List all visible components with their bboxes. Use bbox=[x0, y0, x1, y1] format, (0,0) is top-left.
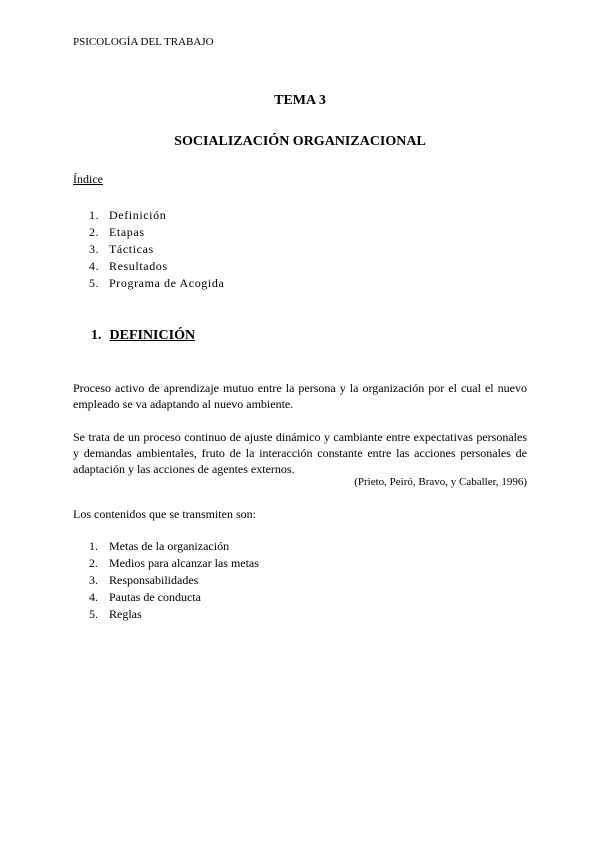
index-list bbox=[73, 207, 224, 292]
index-item-number: 5. bbox=[89, 276, 100, 290]
contents-item-label: Metas de la organización bbox=[109, 539, 230, 553]
index-item-label: Programa de Acogida bbox=[109, 276, 225, 290]
index-item-number: 1. bbox=[89, 208, 100, 222]
process-paragraph: Se trata de un proceso continuo de ajuste dinámico y cambiante entre expectativas personales y demandas ambientales, fruto de la interacción constante entre las acciones personales de adaptación y las acciones de agentes externos. bbox=[73, 430, 527, 476]
contents-item-number: 2. bbox=[89, 556, 98, 570]
definition-paragraph: Proceso activo de aprendizaje mutuo entre la persona y la organización por el cual el nuevo empleado se va adaptando al nuevo ambiente. bbox=[73, 381, 527, 411]
index-item bbox=[73, 275, 224, 292]
contents-list bbox=[73, 538, 259, 623]
index-item-number: 4. bbox=[89, 259, 100, 273]
contents-item-number: 1. bbox=[89, 539, 98, 553]
index-item bbox=[73, 258, 224, 275]
document-title: SOCIALIZACIÓN ORGANIZACIONAL bbox=[174, 134, 426, 149]
index-item-number: 3. bbox=[89, 242, 100, 256]
index-heading: Índice bbox=[73, 172, 103, 186]
running-header: PSICOLOGÍA DEL TRABAJO bbox=[73, 36, 214, 48]
contents-item-number: 4. bbox=[89, 590, 98, 604]
section-number: 1. bbox=[91, 328, 102, 343]
contents-item bbox=[73, 538, 259, 555]
citation: (Prieto, Peiró, Bravo, y Caballer, 1996) bbox=[354, 476, 527, 488]
contents-item-label: Pautas de conducta bbox=[109, 590, 201, 604]
index-item-label: Definición bbox=[109, 208, 167, 222]
index-item bbox=[73, 224, 224, 241]
index-item-label: Resultados bbox=[109, 259, 168, 273]
contents-item bbox=[73, 606, 259, 623]
contents-item-number: 5. bbox=[89, 607, 98, 621]
section-heading bbox=[91, 328, 195, 344]
contents-item-label: Reglas bbox=[109, 607, 142, 621]
tema-title: TEMA 3 bbox=[274, 93, 326, 108]
contents-item-label: Responsabilidades bbox=[109, 573, 199, 587]
contents-item bbox=[73, 589, 259, 606]
contents-item-number: 3. bbox=[89, 573, 98, 587]
contents-intro: Los contenidos que se transmiten son: bbox=[73, 507, 256, 521]
index-item bbox=[73, 207, 224, 224]
contents-item bbox=[73, 555, 259, 572]
index-item-label: Tácticas bbox=[109, 242, 154, 256]
contents-item bbox=[73, 572, 259, 589]
index-item-label: Etapas bbox=[109, 225, 145, 239]
index-item-number: 2. bbox=[89, 225, 100, 239]
section-title: DEFINICIÓN bbox=[109, 328, 196, 343]
index-item bbox=[73, 241, 224, 258]
contents-item-label: Medios para alcanzar las metas bbox=[109, 556, 259, 570]
